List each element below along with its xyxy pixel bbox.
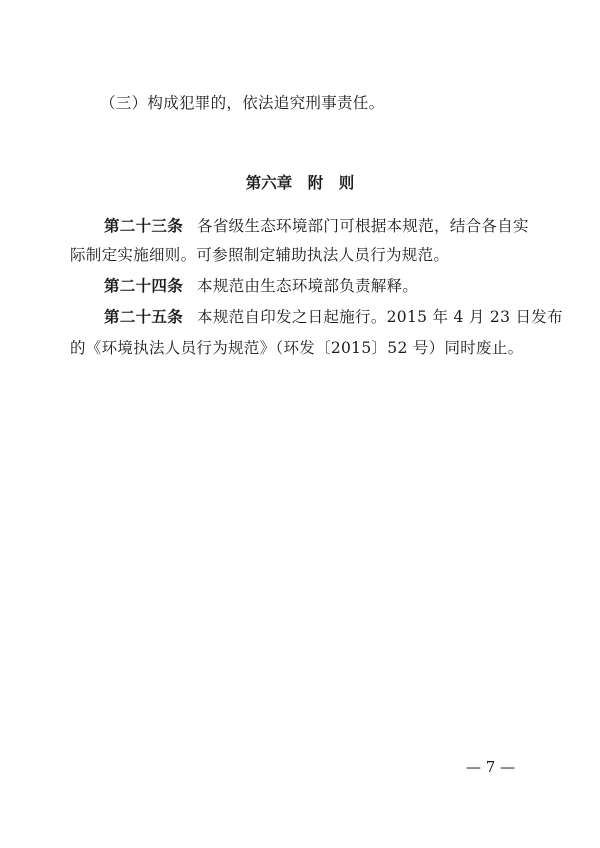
article-24-text: 本规范由生态环境部负责解释。 xyxy=(197,277,419,295)
article-25-label: 第二十五条 xyxy=(104,308,184,326)
article-23-label: 第二十三条 xyxy=(104,217,184,235)
clause-three-text: （三）构成犯罪的，依法追究刑事责任。 xyxy=(100,94,385,112)
article-23-line1 xyxy=(104,216,529,236)
article-25-text-line1: 本规范自印发之日起施行。2015 年 4 月 23 日发布 xyxy=(197,308,563,326)
article-25-text-line2: 的《环境执法人员行为规范》（环发〔2015〕52 号）同时废止。 xyxy=(70,339,524,357)
article-25-line1 xyxy=(104,307,563,327)
page-number: — 7 — xyxy=(466,758,516,776)
article-23-text-line1: 各省级生态环境部门可根据本规范，结合各自实 xyxy=(197,217,529,235)
article-24-line xyxy=(104,276,418,296)
chapter-title: 第六章 附 则 xyxy=(245,174,355,192)
article-24-label: 第二十四条 xyxy=(104,277,184,295)
article-23-text-line2: 际制定实施细则。可参照制定辅助执法人员行为规范。 xyxy=(70,246,450,264)
